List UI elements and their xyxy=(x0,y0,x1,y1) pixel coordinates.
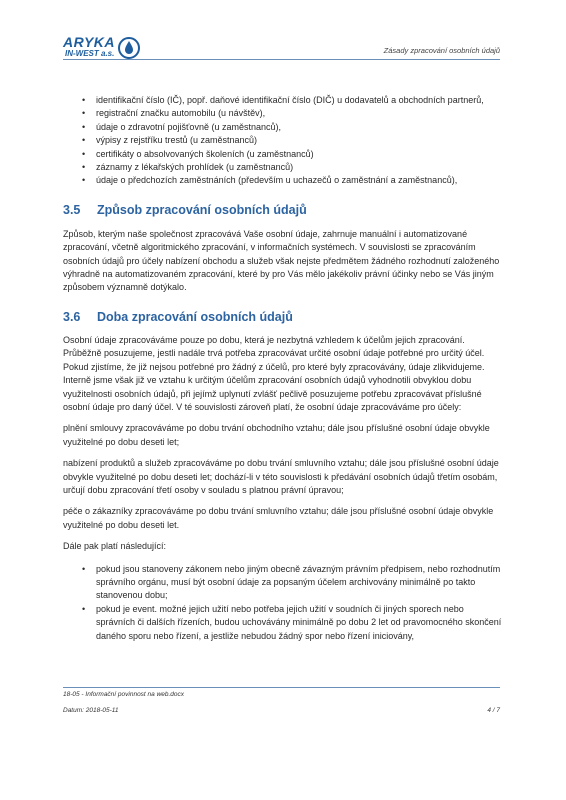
list-item: • údaje o zdravotní pojišťovně (u zaměstnanců), xyxy=(63,121,503,134)
section-3-5 xyxy=(63,202,503,295)
paragraph: Dále pak platí následující: xyxy=(63,541,167,552)
logo-subtext: IN-WEST a.s. xyxy=(65,49,115,58)
footer-date: Datum: 2018-05-11 xyxy=(63,707,119,714)
document-header-title: Zásady zpracování osobních údajů xyxy=(383,46,500,55)
list-item: • pokud jsou stanoveny zákonem nebo jiným obecně závazným právním předpisem, nebo rozhodnutím správního orgánu, musí být osobní údaje za popsaným účelem archivovány minimálně po takto stanovenou dobu; xyxy=(63,563,503,603)
water-drop-icon xyxy=(118,37,140,59)
header-divider xyxy=(63,59,500,60)
list-item: • registrační značku automobilu (u návštěv), xyxy=(63,107,503,120)
section-3-6 xyxy=(63,309,503,643)
list-item: • identifikační číslo (IČ), popř. daňové identifikační číslo (DIČ) u dodavatelů a obchodních partnerů, xyxy=(63,94,503,107)
section-title: Doba zpracování osobních údajů xyxy=(97,309,293,324)
document-body xyxy=(63,94,503,643)
section-number: 3.5 xyxy=(63,202,81,217)
paragraph: nabízení produktů a služeb zpracováváme po dobu trvání smluvního vztahu; dále jsou příslušné osobní údaje obvykle využitelné po dobu deseti let; dochází-li v této souvislosti k předávání osobních údajů třetím osobám, určují dobu zpracování třetí osoby v souladu s platnou právní úpravou; xyxy=(63,458,499,495)
section-heading xyxy=(63,202,503,218)
footer-page-number: 4 / 7 xyxy=(487,707,500,714)
section-heading xyxy=(63,309,503,325)
paragraph: Způsob, kterým naše společnost zpracovává Vaše osobní údaje, zahrnuje manuální i automatizované zpracování, včetně algoritmického zpracování, v informačních systémech. V souvislosti se zpracováním osobních údajů pro účely nabízení obchodu a služeb však nejste předmětem žádného rozhodnutí založeného výhradně na automatizovaném zpracování, které by pro Vás mělo jakékoliv právní účinky nebo se Vás jiným způsobem významně dotýkalo. xyxy=(63,228,500,293)
list-item: • výpisy z rejstříku trestů (u zaměstnanců) xyxy=(63,134,503,147)
list-item: • pokud je event. možné jejich užití nebo potřeba jejich užití v soudních či jiných sporech nebo správních či dalších řízeních, budou uchovávány minimálně po dobu 2 let od pravomocného skončení daného sporu nebo řízení, a jestliže nebudou žádný spor nebo řízení iniciovány, xyxy=(63,603,503,643)
list-item: • údaje o předchozích zaměstnáních (především u uchazečů o zaměstnání a zaměstnanců), xyxy=(63,174,503,187)
footer-document-name: 18-05 - Informační povinnost na web.docx xyxy=(63,691,185,698)
list-item: • záznamy z lékařských prohlídek (u zaměstnanců) xyxy=(63,161,503,174)
personal-data-list xyxy=(63,94,503,188)
list-item: • certifikáty o absolvovaných školeních (u zaměstnanců) xyxy=(63,148,503,161)
paragraph: Osobní údaje zpracováváme pouze po dobu, která je nezbytná vzhledem k účelům jejich zpracování. Průběžně posuzujeme, jestli nadále trvá potřeba zpracovávat určité osobní údaje potřebné pro určitý účel. Pokud zjistíme, že již nejsou potřebné pro žádný z účelů, pro které byly zpracovávány, údaje zlikvidujeme. Interně jsme však již ve vztahu k určitým účelům zpracování osobních údajů vyhodnotili obvyklou dobu využitelnosti osobních údajů, při jejímž uplynutí zvlášť pečlivě posuzujeme potřebu zpracovávat příslušné osobní údaje pro daný účel. V té souvislosti zároveň platí, že osobní údaje zpracováváme pro účely: xyxy=(63,334,485,412)
section-number: 3.6 xyxy=(63,309,81,324)
paragraph: péče o zákazníky zpracováváme po dobu trvání smluvního vztahu; dále jsou příslušné osobní údaje obvykle využitelné po dobu deseti let. xyxy=(63,506,494,530)
section-title: Způsob zpracování osobních údajů xyxy=(97,202,307,217)
footer-divider xyxy=(63,687,500,688)
paragraph: plnění smlouvy zpracováváme po dobu trvání obchodního vztahu; dále jsou příslušné osobní údaje obvykle využitelné po dobu deseti let; xyxy=(63,423,490,447)
logo-text: ARYKA xyxy=(63,34,116,50)
retention-rules-list xyxy=(63,563,503,643)
